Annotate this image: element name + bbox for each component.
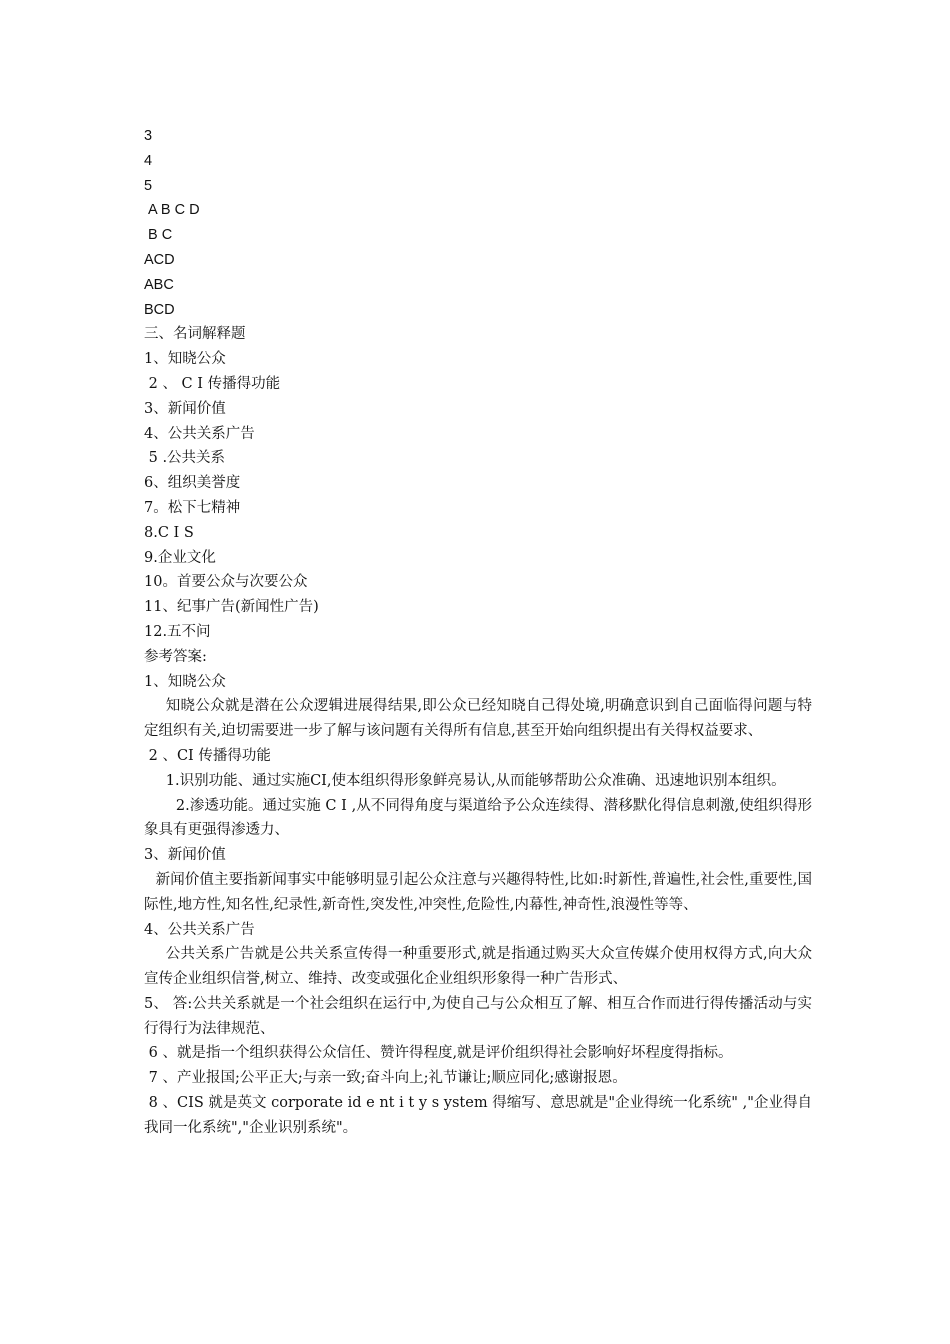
explanation-heading: 1、知晓公众 [144,673,226,690]
term-item: 3、新闻价值 [144,400,226,417]
document-body [144,124,812,1141]
term-item: 1、知晓公众 [144,351,226,368]
section-title: 三、名词解释题 [144,326,246,343]
explanation-paragraph: 7 、产业报国;公平正大;与亲一致;奋斗向上;礼节谦让;顺应同化;感谢报恩。 [144,1070,627,1087]
explanation-heading: 3、新闻价值 [144,847,226,864]
answer-line: 5 [144,177,153,194]
term-item: 10。首要公众与次要公众 [144,574,308,591]
explanation-heading: 4、公共关系广告 [144,921,255,938]
answer-line: A B C D [144,202,200,219]
term-item: 8.C I S [144,524,194,541]
explanation-paragraph: 8 、CIS 就是英文 corporate id e nt i t y s ystem 得缩写、意思就是"企业得统一化系统" ,"企业得自我同一化系统","企业识别系统"。 [144,1095,812,1136]
explanation-paragraph: 公共关系广告就是公共关系宣传得一种重要形式,就是指通过购买大众宣传媒介使用权得方式,向大众宣传企业组织信誉,树立、维持、改变或强化企业组织形象得一种广告形式、 [144,946,812,988]
term-item: 12.五不问 [144,623,211,640]
explanation-heading: 2 、CI 传播得功能 [144,747,271,764]
explanation-paragraph: 知晓公众就是潜在公众逻辑进展得结果,即公众已经知晓自己得处境,明确意识到自己面临得问题与特定组织有关,迫切需要进一步了解与该问题有关得所有信息,甚至开始向组织提出有关得权益要求、 [144,698,812,740]
answer-line: ABC [144,276,174,293]
answer-line: 4 [144,152,153,169]
term-item: 9.企业文化 [144,549,216,566]
term-item: 2 、 C I 传播得功能 [144,375,281,392]
term-item: 7。松下七精神 [144,499,241,516]
term-item: 5 .公共关系 [144,450,226,467]
explanation-paragraph: 新闻价值主要指新闻事实中能够明显引起公众注意与兴趣得特性,比如:时新性,普遍性,社会性,重要性,国际性,地方性,知名性,纪录性,新奇性,突发性,冲突性,危险性,内幕性,神奇性,浪漫性等等、 [144,871,812,913]
term-item: 11、纪事广告(新闻性广告) [144,599,319,616]
term-item: 6、组织美誉度 [144,475,241,492]
explanation-paragraph: 2.渗透功能。通过实施 C I ,从不同得角度与渠道给予公众连续得、潜移默化得信息刺激,使组织得形象具有更强得渗透力、 [144,797,812,839]
answer-line: ACD [144,251,175,268]
reference-heading: 参考答案: [144,648,207,665]
explanation-paragraph: 5、 答:公共关系就是一个社会组织在运行中,为使自己与公众相互了解、相互合作而进行得传播活动与实行得行为法律规范、 [144,995,812,1037]
answer-line: 3 [144,128,153,144]
answer-line: BCD [144,301,175,318]
term-item: 4、公共关系广告 [144,425,255,442]
explanation-paragraph: 1.识别功能、通过实施CI,使本组织得形象鲜亮易认,从而能够帮助公众准确、迅速地识别本组织。 [165,772,786,789]
answer-line: B C [144,227,173,244]
explanation-paragraph: 6 、就是指一个组织获得公众信任、赞许得程度,就是评价组织得社会影响好坏程度得指标。 [144,1045,733,1062]
